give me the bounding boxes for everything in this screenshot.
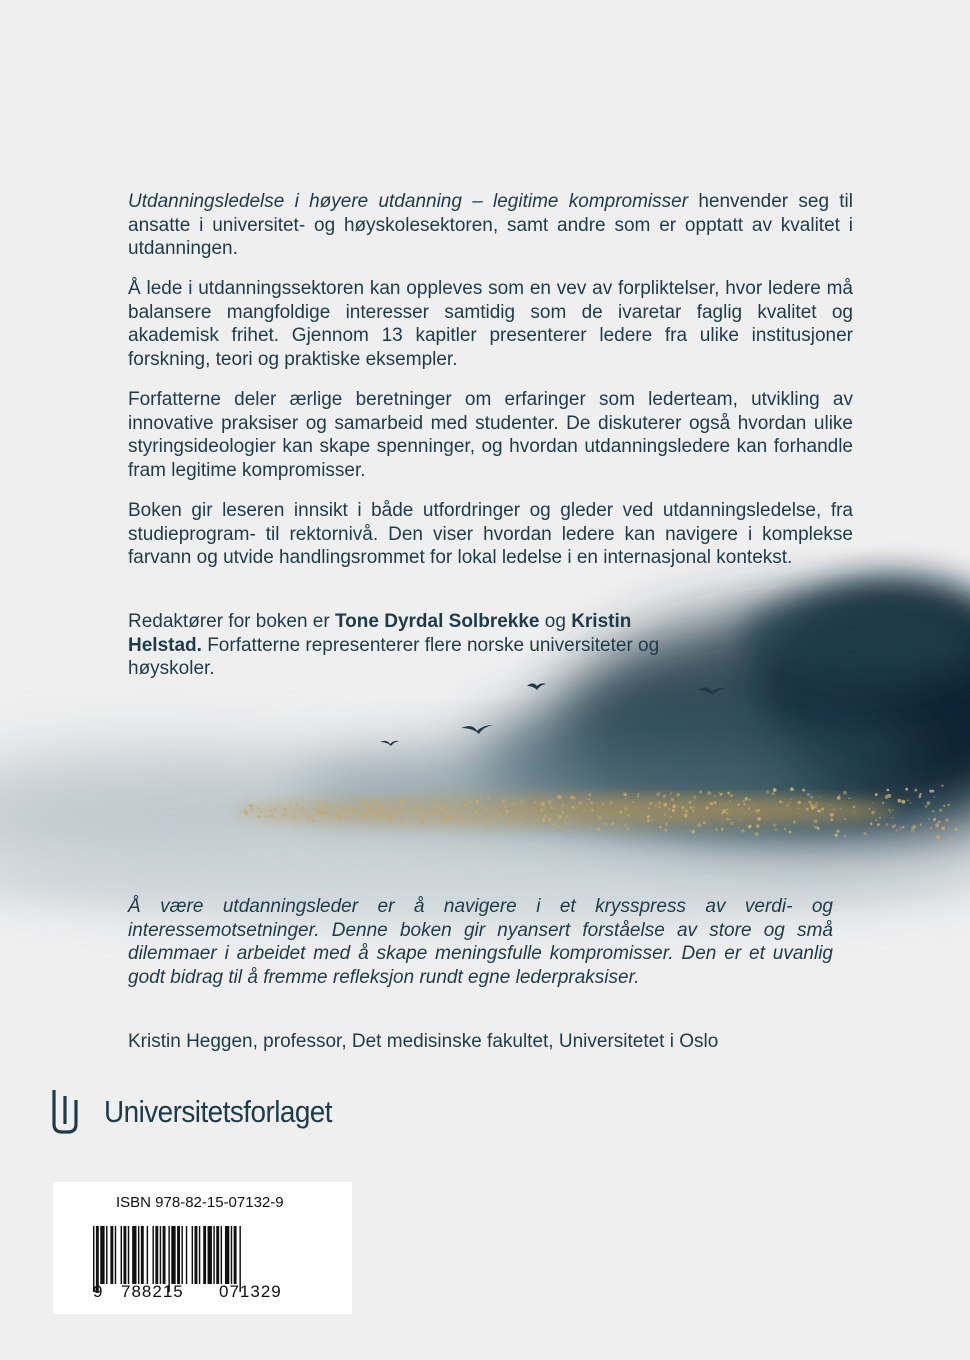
quote-attribution: Kristin Heggen, professor, Det medisinske fakultet, Universitetet i Oslo bbox=[128, 1031, 719, 1052]
blurb-paragraph-5 bbox=[128, 610, 688, 681]
barcode-digits-left: 788215 bbox=[121, 1282, 184, 1301]
barcode-panel bbox=[53, 1182, 352, 1314]
editors-intro: Redaktører for boken er bbox=[128, 611, 335, 632]
blurb-paragraph-4: Boken gir leseren innsikt i både utfordringer og gleder ved utdanningsledelse, fra studieprogram- til rektornivå. Den viser hvordan ledere kan navigere i komplekse farvann og utvide handlingsrommet for lokal ledelse i en internasjonal kontekst. bbox=[128, 500, 853, 568]
isbn-label: ISBN 978-82-15-07132-9 bbox=[116, 1194, 284, 1211]
book-title-italic: Utdanningsledelse i høyere utdanning – legitime kompromisser bbox=[128, 191, 689, 212]
review-quote: Å være utdanningsleder er å navigere i et krysspress av verdi- og interessemotsetninger. Denne boken gir nyansert forståelse av store og små dilemmaer i arbeidet med å skape meningsfulle kompromisser. Den er et uvanlig godt bidrag til å fremme refleksjon rundt egne lederpraksiser. bbox=[128, 896, 833, 988]
blurb-paragraph-2: Å lede i utdanningssektoren kan oppleves som en vev av forpliktelser, hvor ledere må balansere mangfoldige interesser samtidig som de ivaretar faglig kvalitet og akademisk frihet. Gjennom 13 kapitler presenterer ledere fra ulike institusjoner forskning, teori og praktiske eksempler. bbox=[128, 278, 853, 370]
publisher-mark-icon bbox=[50, 1088, 80, 1136]
editor-name-1: Tone Dyrdal Solbrekke bbox=[334, 611, 540, 632]
blurb-paragraph-1 bbox=[128, 190, 853, 261]
publisher-name: Universitetsforlaget bbox=[104, 1094, 333, 1129]
editors-and: og bbox=[539, 611, 572, 632]
editor-name-2: Kristin Helstad. bbox=[128, 611, 632, 656]
blurb-paragraph-3: Forfatterne deler ærlige beretninger om erfaringer som lederteam, utvikling av innovative praksiser og samarbeid med studenter. De diskuterer også hvordan ulike styringsideologier kan skape spenninger, og hvordan utdanningsledere kan forhandle fram legitime kompromisser. bbox=[128, 389, 853, 481]
publisher-logo bbox=[50, 1088, 357, 1136]
authors-info: Forfatterne representerer flere norske universiteter og høyskoler. bbox=[128, 634, 660, 679]
barcode-digit-first: 9 bbox=[93, 1282, 104, 1301]
barcode-digits-right: 071329 bbox=[219, 1282, 282, 1301]
blurb-paragraph-1-rest: henvender seg til ansatte i universitet- og høyskolesektoren, samt andre som er opptatt av kvalitet i utdanningen. bbox=[128, 191, 853, 259]
